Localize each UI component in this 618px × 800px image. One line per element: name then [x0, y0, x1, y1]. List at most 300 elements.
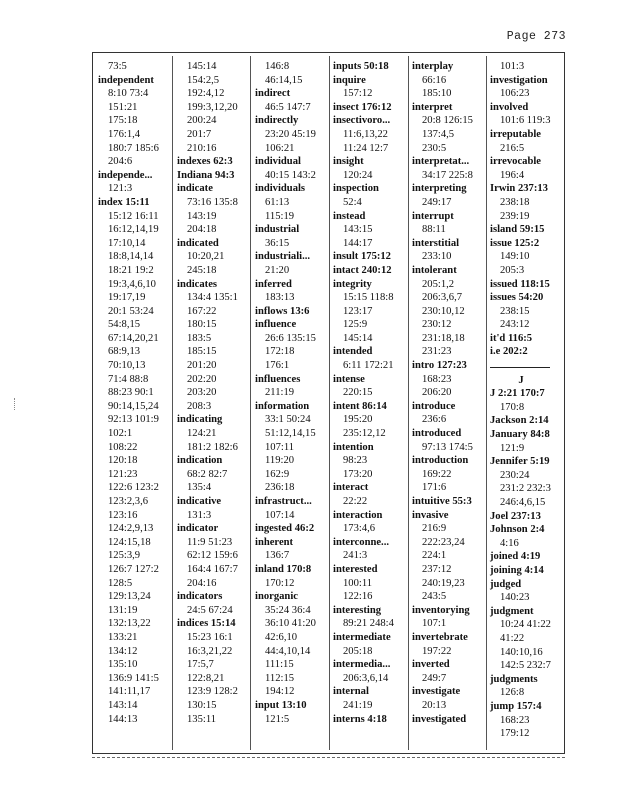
- index-reference: 123:16: [108, 509, 138, 521]
- index-reference: 176:1: [265, 360, 290, 372]
- index-reference: 185:10: [422, 88, 452, 100]
- index-term: interested: [333, 563, 378, 575]
- index-term: intuitive 55:3: [412, 496, 472, 507]
- index-reference: 68:2 82:7: [187, 468, 228, 480]
- index-reference: 141:11,17: [108, 686, 151, 698]
- index-term: intermedia...: [333, 659, 391, 671]
- index-reference: 201:7: [187, 128, 212, 140]
- index-term: inferred: [255, 278, 292, 290]
- index-reference: 98:23: [343, 455, 368, 467]
- index-reference: 204:18: [187, 224, 217, 236]
- index-reference: 15:12 16:11: [108, 210, 159, 222]
- index-term: Irwin 237:13: [490, 183, 548, 195]
- index-reference: 142:5 232:7: [500, 660, 551, 672]
- index-column-5: [412, 60, 482, 750]
- index-column-1: [98, 60, 168, 750]
- index-term: input 13:10: [255, 699, 307, 711]
- index-reference: 35:24 36:4: [265, 604, 311, 616]
- index-column-3: [255, 60, 325, 750]
- index-term: interaction: [333, 509, 383, 521]
- index-reference: 24:5 67:24: [187, 604, 233, 616]
- index-reference: 192:4,12: [187, 88, 225, 100]
- index-reference: 230:5: [422, 142, 447, 154]
- index-term: interconne...: [333, 536, 390, 548]
- index-term: judgments: [490, 673, 538, 685]
- index-reference: 204:16: [187, 577, 217, 589]
- column-divider: [408, 56, 409, 750]
- index-term: ingested 46:2: [255, 523, 315, 535]
- index-reference: 19:3,4,6,10: [108, 278, 156, 290]
- index-reference: 20:1 53:24: [108, 305, 154, 317]
- index-term: indicating: [177, 414, 223, 426]
- index-term: January 84:8: [490, 429, 550, 441]
- index-reference: 241:3: [343, 550, 368, 562]
- index-reference: 170:8: [500, 401, 525, 413]
- index-term: inquire: [333, 74, 366, 86]
- index-term: J 2:21 170:7: [490, 388, 545, 400]
- index-reference: 240:19,23: [422, 577, 465, 589]
- index-reference: 122:16: [343, 591, 373, 603]
- index-reference: 239:19: [500, 210, 530, 222]
- index-term: Johnson 2:4: [490, 524, 545, 536]
- index-reference: 10:24 41:22: [500, 619, 551, 631]
- index-term: interpreting: [412, 183, 467, 195]
- index-term: issues 54:20: [490, 292, 544, 304]
- index-term: involved: [490, 101, 529, 113]
- index-reference: 208:3: [187, 400, 212, 412]
- index-reference: 20:13: [422, 699, 447, 711]
- index-reference: 143:15: [343, 224, 373, 236]
- index-reference: 175:18: [108, 115, 138, 127]
- index-reference: 10:20,21: [187, 251, 225, 263]
- index-reference: 90:14,15,24: [108, 400, 159, 412]
- index-reference: 149:10: [500, 251, 530, 263]
- index-reference: 46:5 147:7: [265, 101, 311, 113]
- index-term: irrevocable: [490, 156, 541, 168]
- index-term: intact 240:12: [333, 264, 392, 276]
- index-reference: 200:24: [187, 115, 217, 127]
- index-reference: 145:14: [187, 61, 217, 72]
- index-reference: 236:6: [422, 414, 447, 426]
- index-reference: 180:15: [187, 319, 217, 331]
- index-reference: 122:6 123:2: [108, 482, 159, 494]
- index-term: independe...: [98, 169, 153, 181]
- index-term: inventorying: [412, 604, 470, 616]
- index-term: Jennifer 5:19: [490, 456, 550, 468]
- index-reference: 167:22: [187, 305, 217, 317]
- index-reference: 183:13: [265, 292, 295, 304]
- index-term: inland 170:8: [255, 563, 312, 575]
- index-term: inherent: [255, 536, 294, 548]
- index-reference: 52:4: [343, 196, 362, 208]
- index-reference: 144:13: [108, 713, 138, 725]
- index-reference: 36:15: [265, 237, 290, 249]
- index-term: independent: [98, 74, 154, 86]
- index-reference: 124:2,9,13: [108, 523, 154, 535]
- index-term: indicated: [177, 237, 219, 249]
- index-reference: 124:15,18: [108, 536, 151, 548]
- index-reference: 8:10 73:4: [108, 88, 149, 100]
- index-reference: 204:6: [108, 156, 133, 168]
- index-reference: 15:23 16:1: [187, 631, 233, 643]
- index-term: index 15:11: [98, 196, 150, 208]
- index-reference: 124:21: [187, 428, 217, 440]
- index-term: indices 15:14: [177, 618, 236, 630]
- index-term: jump 157:4: [490, 700, 542, 712]
- index-reference: 19:17,19: [108, 292, 146, 304]
- index-term: issued 118:15: [490, 278, 550, 290]
- index-reference: 33:1 50:24: [265, 414, 311, 426]
- index-reference: 125:9: [343, 319, 368, 331]
- column-divider: [486, 56, 487, 750]
- index-column-2: [177, 60, 247, 750]
- index-reference: 73:5: [108, 61, 127, 72]
- index-term: Joel 237:13: [490, 510, 541, 522]
- index-reference: 206:3,6,14: [343, 672, 389, 684]
- index-term: inspection: [333, 183, 379, 195]
- index-term: infrastruct...: [255, 496, 312, 507]
- index-term: intention: [333, 441, 374, 453]
- index-reference: 11:6,13,22: [343, 128, 388, 140]
- index-reference: 6:11 172:21: [343, 360, 394, 372]
- index-reference: 140:23: [500, 592, 530, 604]
- index-term: inverted: [412, 659, 450, 671]
- index-term: influences: [255, 373, 301, 385]
- index-reference: 54:8,15: [108, 319, 141, 331]
- index-term: it'd 116:5: [490, 332, 533, 344]
- index-term: indicator: [177, 523, 219, 535]
- index-term: indication: [177, 455, 223, 467]
- index-term: island 59:15: [490, 224, 545, 236]
- index-reference: 199:3,12,20: [187, 101, 238, 113]
- index-reference: 120:18: [108, 455, 138, 467]
- index-reference: 66:16: [422, 74, 447, 86]
- index-reference: 197:22: [422, 645, 452, 657]
- index-reference: 220:15: [343, 387, 373, 399]
- index-reference: 171:6: [422, 482, 447, 494]
- index-reference: 243:12: [500, 319, 530, 331]
- index-term: intent 86:14: [333, 400, 387, 412]
- index-reference: 131:19: [108, 604, 138, 616]
- index-term: indirect: [255, 88, 291, 100]
- index-reference: 238:15: [500, 305, 530, 317]
- index-term: integrity: [333, 278, 372, 290]
- index-reference: 246:4,6,15: [500, 497, 546, 508]
- index-term: indicates: [177, 278, 218, 290]
- index-reference: 180:7 185:6: [108, 142, 159, 154]
- index-term: indicators: [177, 591, 223, 603]
- index-term: i.e 202:2: [490, 346, 528, 358]
- index-reference: 15:15 118:8: [343, 292, 394, 304]
- index-reference: 17:5,7: [187, 659, 214, 671]
- index-term: industriali...: [255, 251, 311, 263]
- letter-section-rule: [490, 359, 550, 368]
- index-reference: 4:16: [500, 537, 519, 549]
- index-reference: 145:14: [343, 332, 373, 344]
- index-reference: 238:18: [500, 196, 530, 208]
- index-reference: 102:1: [108, 428, 133, 440]
- index-reference: 100:11: [343, 577, 373, 589]
- index-reference: 122:8,21: [187, 672, 225, 684]
- index-reference: 231:23: [422, 346, 452, 358]
- index-reference: 106:21: [265, 142, 295, 154]
- index-reference: 34:17 225:8: [422, 169, 473, 181]
- index-reference: 126:7 127:2: [108, 563, 159, 575]
- index-reference: 26:6 135:15: [265, 332, 316, 344]
- index-reference: 46:14,15: [265, 74, 303, 86]
- index-reference: 130:15: [187, 699, 217, 711]
- index-term: indexes 62:3: [177, 156, 233, 168]
- index-reference: 169:22: [422, 468, 452, 480]
- index-reference: 134:12: [108, 645, 138, 657]
- index-reference: 230:24: [500, 469, 530, 481]
- index-reference: 136:7: [265, 550, 290, 562]
- index-reference: 143:19: [187, 210, 217, 222]
- index-term: insight: [333, 156, 364, 168]
- index-reference: 144:17: [343, 237, 373, 249]
- index-reference: 222:23,24: [422, 536, 465, 548]
- index-reference: 11:9 51:23: [187, 536, 233, 548]
- index-reference: 135:11: [187, 713, 217, 725]
- column-divider: [329, 56, 330, 750]
- index-reference: 101:6 119:3: [500, 115, 551, 127]
- index-term: interesting: [333, 604, 382, 616]
- index-reference: 132:13,22: [108, 618, 151, 630]
- index-term: indicative: [177, 496, 222, 507]
- index-reference: 231:18,18: [422, 332, 465, 344]
- index-reference: 146:8: [265, 61, 290, 72]
- index-term: joining 4:14: [490, 564, 544, 576]
- index-term: influence: [255, 319, 297, 331]
- column-divider: [172, 56, 173, 750]
- index-reference: 205:18: [343, 645, 373, 657]
- index-reference: 89:21 248:4: [343, 618, 394, 630]
- index-reference: 44:4,10,14: [265, 645, 311, 657]
- index-reference: 216:5: [500, 142, 525, 154]
- index-reference: 183:5: [187, 332, 212, 344]
- index-reference: 205:1,2: [422, 278, 455, 290]
- margin-mark: [14, 398, 18, 410]
- index-term: introduced: [412, 428, 462, 440]
- index-term: joined 4:19: [490, 551, 541, 563]
- index-term: judgment: [490, 605, 534, 617]
- page-number: Page 273: [506, 30, 566, 43]
- index-reference: 249:7: [422, 672, 447, 684]
- index-reference: 123:2,3,6: [108, 496, 149, 507]
- index-reference: 106:23: [500, 88, 530, 100]
- index-reference: 120:24: [343, 169, 373, 181]
- index-reference: 135:4: [187, 482, 212, 494]
- index-reference: 176:1,4: [108, 128, 141, 140]
- index-term: investigation: [490, 74, 548, 86]
- index-reference: 73:16 135:8: [187, 196, 238, 208]
- index-reference: 243:5: [422, 591, 447, 603]
- index-reference: 18:8,14,14: [108, 251, 154, 263]
- index-reference: 181:2 182:6: [187, 441, 238, 453]
- index-reference: 236:18: [265, 482, 295, 494]
- index-reference: 92:13 101:9: [108, 414, 159, 426]
- index-reference: 62:12 159:6: [187, 550, 238, 562]
- index-reference: 121:3: [108, 183, 133, 195]
- index-term: interpretat...: [412, 156, 470, 168]
- index-term: invasive: [412, 509, 449, 521]
- index-term: information: [255, 400, 310, 412]
- index-term: industrial: [255, 224, 300, 236]
- index-term: inorganic: [255, 591, 298, 603]
- index-reference: 121:5: [265, 713, 290, 725]
- index-reference: 206:3,6,7: [422, 292, 463, 304]
- index-reference: 36:10 41:20: [265, 618, 316, 630]
- index-reference: 195:20: [343, 414, 373, 426]
- index-reference: 51:12,14,15: [265, 428, 316, 440]
- index-term: invertebrate: [412, 631, 468, 643]
- index-reference: 231:2 232:3: [500, 483, 551, 495]
- index-reference: 23:20 45:19: [265, 128, 316, 140]
- index-term: judged: [490, 578, 522, 590]
- index-reference: 88:23 90:1: [108, 387, 154, 399]
- index-column-4: [333, 60, 403, 750]
- index-reference: 154:2,5: [187, 74, 220, 86]
- index-term: introduce: [412, 400, 456, 412]
- index-reference: 71:4 88:8: [108, 373, 149, 385]
- index-term: internal: [333, 686, 369, 698]
- index-reference: 140:10,16: [500, 646, 543, 658]
- index-term: insectivoro...: [333, 115, 391, 127]
- index-term: intro 127:23: [412, 360, 467, 372]
- index-reference: 230:12: [422, 319, 452, 331]
- index-reference: 157:12: [343, 88, 373, 100]
- index-reference: 107:11: [265, 441, 295, 453]
- index-reference: 121:23: [108, 468, 138, 480]
- index-reference: 115:19: [265, 210, 295, 222]
- index-reference: 123:9 128:2: [187, 686, 238, 698]
- index-reference: 194:12: [265, 686, 295, 698]
- index-reference: 17:10,14: [108, 237, 146, 249]
- index-reference: 125:3,9: [108, 550, 141, 562]
- index-reference: 126:8: [500, 687, 525, 699]
- index-term: inputs 50:18: [333, 61, 389, 72]
- index-reference: 22:22: [343, 496, 368, 507]
- index-term: interplay: [412, 61, 454, 72]
- index-reference: 137:4,5: [422, 128, 455, 140]
- index-reference: 216:9: [422, 523, 447, 535]
- index-reference: 211:19: [265, 387, 295, 399]
- index-reference: 196:4: [500, 169, 525, 181]
- index-reference: 70:10,13: [108, 360, 146, 372]
- index-term: interrupt: [412, 210, 454, 222]
- index-reference: 68:9,13: [108, 346, 141, 358]
- index-reference: 112:15: [265, 672, 295, 684]
- index-column-6: [490, 60, 560, 750]
- index-reference: 42:6,10: [265, 631, 298, 643]
- index-reference: 224:1: [422, 550, 447, 562]
- index-reference: 235:12,12: [343, 428, 386, 440]
- index-reference: 111:15: [265, 659, 294, 671]
- index-reference: 119:20: [265, 455, 295, 467]
- index-reference: 88:11: [422, 224, 446, 236]
- page-bottom-rule: [92, 757, 565, 758]
- index-reference: 18:21 19:2: [108, 264, 154, 276]
- index-reference: 185:15: [187, 346, 217, 358]
- index-reference: 131:3: [187, 509, 212, 521]
- index-reference: 202:20: [187, 373, 217, 385]
- index-reference: 245:18: [187, 264, 217, 276]
- index-reference: 237:12: [422, 563, 452, 575]
- index-reference: 107:1: [422, 618, 447, 630]
- index-reference: 173:4,6: [343, 523, 376, 535]
- letter-heading: J: [518, 374, 524, 386]
- index-reference: 135:10: [108, 659, 138, 671]
- index-term: investigate: [412, 686, 461, 698]
- index-reference: 40:15 143:2: [265, 169, 316, 181]
- index-term: insect 176:12: [333, 101, 392, 113]
- index-reference: 67:14,20,21: [108, 332, 159, 344]
- index-reference: 168:23: [422, 373, 452, 385]
- index-reference: 11:24 12:7: [343, 142, 389, 154]
- index-term: interact: [333, 482, 369, 494]
- index-term: intended: [333, 346, 373, 358]
- index-term: issue 125:2: [490, 237, 540, 249]
- index-term: Indiana 94:3: [177, 169, 235, 181]
- index-reference: 206:20: [422, 387, 452, 399]
- index-reference: 179:12: [500, 728, 530, 740]
- index-reference: 173:20: [343, 468, 373, 480]
- index-reference: 20:8 126:15: [422, 115, 473, 127]
- index-reference: 101:3: [500, 61, 525, 72]
- index-reference: 134:4 135:1: [187, 292, 238, 304]
- index-term: interstitial: [412, 237, 460, 249]
- index-reference: 241:19: [343, 699, 373, 711]
- index-reference: 164:4 167:7: [187, 563, 238, 575]
- index-reference: 162:9: [265, 468, 290, 480]
- index-term: intolerant: [412, 264, 457, 276]
- index-reference: 203:20: [187, 387, 217, 399]
- index-reference: 123:17: [343, 305, 373, 317]
- index-reference: 97:13 174:5: [422, 441, 473, 453]
- index-reference: 21:20: [265, 264, 290, 276]
- index-reference: 16:3,21,22: [187, 645, 233, 657]
- index-reference: 107:14: [265, 509, 295, 521]
- index-reference: 170:12: [265, 577, 295, 589]
- index-reference: 168:23: [500, 714, 530, 726]
- index-reference: 133:21: [108, 631, 138, 643]
- index-term: insult 175:12: [333, 251, 391, 263]
- index-term: indicate: [177, 183, 213, 195]
- index-term: interns 4:18: [333, 713, 387, 725]
- index-reference: 128:5: [108, 577, 133, 589]
- index-reference: 249:17: [422, 196, 452, 208]
- index-reference: 129:13,24: [108, 591, 151, 603]
- index-reference: 230:10,12: [422, 305, 465, 317]
- index-reference: 108:22: [108, 441, 138, 453]
- index-reference: 172:18: [265, 346, 295, 358]
- index-term: interpret: [412, 101, 453, 113]
- index-term: individual: [255, 156, 301, 168]
- index-reference: 151:21: [108, 101, 138, 113]
- index-term: intermediate: [333, 631, 391, 643]
- index-term: Jackson 2:14: [490, 415, 549, 427]
- index-term: inflows 13:6: [255, 305, 310, 317]
- index-term: intense: [333, 373, 365, 385]
- index-reference: 41:22: [500, 632, 525, 644]
- index-reference: 201:20: [187, 360, 217, 372]
- index-term: instead: [333, 210, 366, 222]
- index-reference: 136:9 141:5: [108, 672, 159, 684]
- index-reference: 121:9: [500, 442, 525, 454]
- index-reference: 233:10: [422, 251, 452, 263]
- index-term: indirectly: [255, 115, 299, 127]
- index-reference: 205:3: [500, 264, 525, 276]
